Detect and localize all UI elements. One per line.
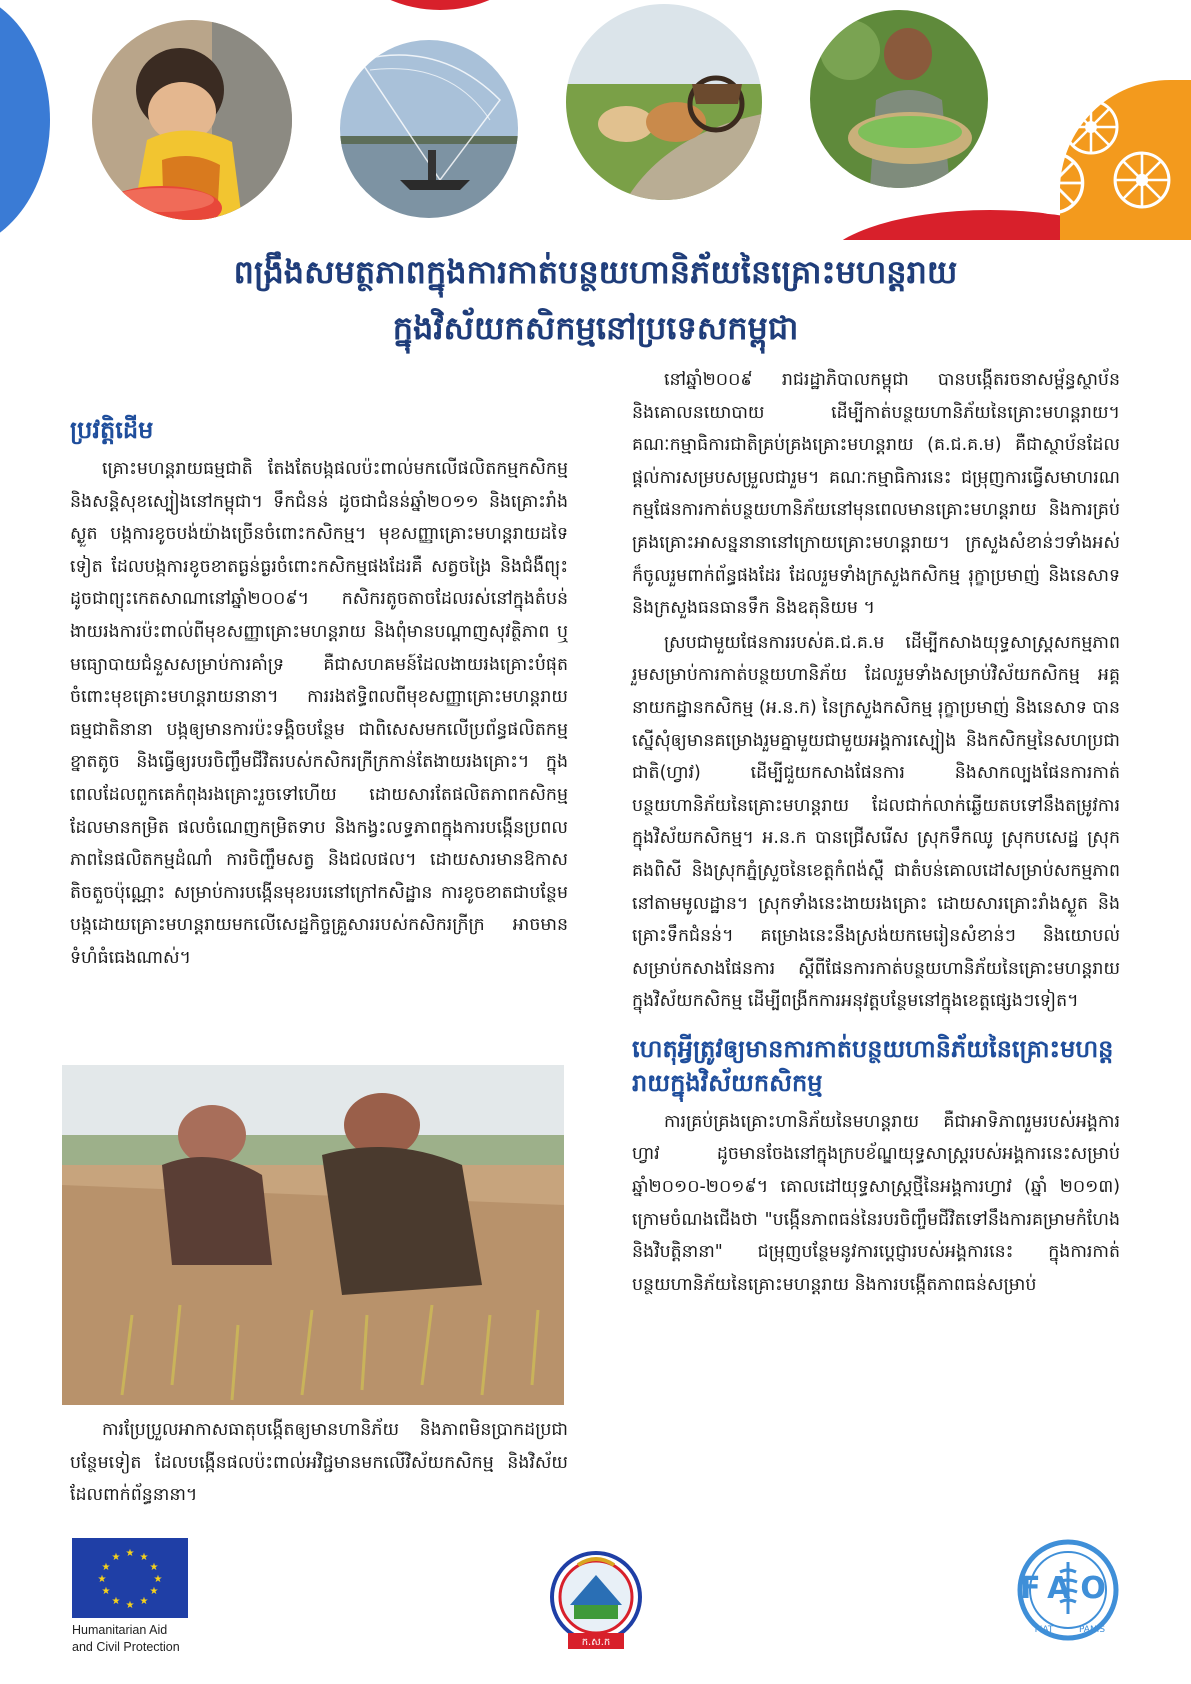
project-paragraph: ស្របជាមួយផែនការរបស់គ.ជ.គ.ម ដើម្បីកសាងយុទ្ធសាស្ត្រសកម្មភាពរួមសម្រាប់ការកាត់បន្ថយហានិភ័យ ដែលរួមទាំងសម្រាប់វិស័យកសិកម្ម អគ្គនាយកដ្ឋានកសិកម្ម (អ.ន.ក) នៃក្រសួងកសិកម្ម រុក្ខាប្រមាញ់ និងនេសាទ បានស្នើសុំឲ្យមានគម្រោងរួមគ្នាមួយជាមួយអង្គការស្បៀង និងកសិកម្មនៃសហប្រជាជាតិ(ហ្វាវ) ដើម្បីជួយកសាងផែនការ និងសាកល្បងផែនការកាត់បន្ថយហានិភ័យនៃគ្រោះមហន្តរាយ ដែលជាក់លាក់ឆ្លើយតបទៅនឹងតម្រូវការក្នុងវិស័យកសិកម្ម។ អ.ន.ក បានជ្រើសរើស ស្រុកទឹកឈូ ស្រុកបសេដ្ឋ ស្រុកគងពិសី និងស្រុកភ្នំស្រួចនៃខេត្តកំពង់ស្ពឺ ជាតំបន់គោលដៅសម្រាប់សកម្មភាពនៅតាមមូលដ្ឋាន។ ស្រុកទាំងនេះងាយរងគ្រោះ ដោយសារគ្រោះរាំងស្ងួត និងគ្រោះទឹកជំនន់។ គម្រោងនេះនឹងស្រង់យកមេរៀនសំខាន់ៗ និងយោបល់សម្រាប់កសាងផែនការ ស្ដីពីផែនការកាត់បន្ថយហានិភ័យនៃគ្រោះមហន្តរាយក្នុងវិស័យកសិកម្ម ដើម្បីពង្រីកការអនុវត្តបន្ថែមនៅក្នុងខេត្តផ្សេងៗទៀត។: [632, 632, 1120, 1012]
wheel-icon: [1112, 150, 1172, 210]
left-column: [70, 405, 568, 977]
maff-emblem-text: ក.ស.ក: [581, 1637, 611, 1648]
eu-label-line-2: and Civil Protection: [72, 1640, 180, 1654]
fao-motto-right: PANIS: [1078, 1625, 1106, 1635]
eu-flag-logo: [72, 1538, 188, 1618]
page-title-line-1: ពង្រឹងសមត្ថភាពក្នុងការកាត់បន្ថយហានិភ័យនៃគ្រោះមហន្តរាយ: [233, 253, 958, 291]
woman-with-cucumbers-photo: [810, 10, 988, 188]
why-drr-paragraph: ការគ្រប់គ្រងគ្រោះហានិភ័យនៃមហន្តរាយ គឺជាអាទិភាពរួមរបស់អង្គការហ្វាវ ដូចមានចែងនៅក្នុងក្របខ័ណ្ឌយុទ្ធសាស្ត្ររបស់អង្គការនេះសម្រាប់ឆ្នាំ២០១០-២០១៩។ គោលដៅយុទ្ធសាស្ត្រថ្មីនៃអង្គការហ្វាវ (ឆ្នាំ ២០១៣) ក្រោមចំណងជើងថា "បង្កើនភាពធន់នៃរបរចិញ្ចឹមជីវិតទៅនឹងការគម្រាមកំហែង និងវិបត្តិនានា" ជម្រុញបន្ថែមនូវការប្ដេជ្ញារបស់អង្គការនេះ ក្នុងការកាត់បន្ថយហានិភ័យនៃគ្រោះមហន្តរាយ និងការបង្កើតភាពធន់សម្រាប់: [632, 1111, 1120, 1295]
maff-emblem-logo: [548, 1545, 644, 1653]
women-planting-rice-seedlings-photo: [62, 1065, 564, 1405]
svg-text:★: ★: [111, 1552, 121, 1563]
eu-label-line-1: Humanitarian Aid: [72, 1623, 168, 1637]
fao-letters: FAO: [1020, 1571, 1116, 1606]
page-title-line-2: ក្នុងវិស័យកសិកម្មនៅប្រទេសកម្ពុជា: [392, 309, 799, 347]
institutions-paragraph: នៅឆ្នាំ២០០៩ រាជរដ្ឋាភិបាលកម្ពុជា បានបង្កើតរចនាសម្ព័ន្ធស្ថាប័ន និងគោលនយោបាយ ដើម្បីកាត់បន្ថយហានិភ័យនៃគ្រោះមហន្តរាយ។ គណៈកម្មាធិការជាតិគ្រប់គ្រងគ្រោះមហន្តរាយ (គ.ជ.គ.ម) គឺជាស្ថាប័នដែលផ្ដល់ការសម្របសម្រួលជារួម។ គណៈកម្មាធិការនេះ ជម្រុញការធ្វើសមាហរណកម្មផែនការកាត់បន្ថយហានិភ័យនៅមុនពេលមានគ្រោះមហន្តរាយ និងការគ្រប់គ្រងគ្រោះអាសន្ននានានៅក្រោយគ្រោះមហន្តរាយ។ ក្រសួងសំខាន់ៗទាំងអស់ក៏ចូលរួមពាក់ព័ន្ធផងដែរ ដែលរួមទាំងក្រសួងកសិកម្ម រុក្ខាប្រមាញ់ និងនេសាទ និងក្រសួងធនធានទឹក និងឧតុនិយម ។: [632, 370, 1120, 619]
svg-text:★: ★: [97, 1574, 107, 1585]
svg-text:★: ★: [139, 1596, 149, 1607]
ox-cart-photo: [566, 4, 762, 200]
why-drr-heading: ហេតុអ្វីត្រូវឲ្យមានការកាត់បន្ថយហានិភ័យនៃគ្រោះមហន្តរាយក្នុងវិស័យកសិកម្ម: [632, 1033, 1114, 1097]
background-heading: ប្រវត្តិដើម: [70, 415, 154, 444]
eu-label: [72, 1622, 222, 1656]
fisherman-on-boat-photo: [340, 40, 518, 218]
svg-text:★: ★: [149, 1562, 159, 1573]
photo-caption: ការប្រែប្រួលអាកាសធាតុបង្កើតឲ្យមានហានិភ័យ និងភាពមិនប្រាកដប្រជាបន្ថែមទៀត ដែលបង្កើនផលប៉ះពាល់អវិជ្ជមានមកលើវិស័យកសិកម្ម និងវិស័យដែលពាក់ព័ន្ធនានា។: [70, 1420, 568, 1506]
svg-text:★: ★: [149, 1586, 159, 1597]
child-with-bowl-photo: [92, 20, 292, 220]
header-banner: [0, 0, 1191, 240]
svg-text:★: ★: [111, 1596, 121, 1607]
wheel-icon: [1020, 150, 1086, 216]
wheel-icon: [1062, 98, 1120, 156]
svg-text:★: ★: [139, 1552, 149, 1563]
svg-text:★: ★: [101, 1586, 111, 1597]
svg-text:★: ★: [125, 1600, 135, 1611]
fao-logo: [1016, 1538, 1120, 1642]
svg-text:★: ★: [153, 1574, 163, 1585]
svg-text:★: ★: [101, 1562, 111, 1573]
svg-text:★: ★: [125, 1548, 135, 1559]
red-arc-decoration: [300, 0, 580, 10]
right-column: [632, 364, 1120, 1303]
fao-motto-left: FIAT: [1034, 1625, 1054, 1635]
blue-arc-decoration: [0, 0, 50, 240]
background-paragraph: គ្រោះមហន្តរាយធម្មជាតិ តែងតែបង្កផលប៉ះពាល់មកលើផលិតកម្មកសិកម្ម និងសន្តិសុខស្បៀងនៅកម្ពុជា។ ទឹកជំនន់ ដូចជាជំនន់ឆ្នាំ២០១១ និងគ្រោះរាំងស្ងួត បង្កការខូចបង់យ៉ាងច្រើនចំពោះកសិកម្ម។ មុខសញ្ញាគ្រោះមហន្តរាយដទៃទៀត ដែលបង្កការខូចខាតធ្ងន់ធ្ងរចំពោះកសិកម្មផងដែរគឺ សត្វចង្រៃ និងជំងឺព្យុះ ដូចជាព្យុះកេតសាណានៅឆ្នាំ២០០៩។ កសិករតូចតាចដែលរស់នៅក្នុងតំបន់ងាយរងការប៉ះពាល់ពីមុខសញ្ញាគ្រោះមហន្តរាយ និងពុំមានបណ្ដាញសុវត្ថិភាព ឬមធ្យោបាយជំនួសសម្រាប់ការគាំទ្រ គឺជាសហគមន៍ដែលងាយរងគ្រោះបំផុតចំពោះមុខគ្រោះមហន្តរាយនានា។ ការរងឥទ្ធិពលពីមុខសញ្ញាគ្រោះមហន្តរាយធម្មជាតិនានា បង្កឲ្យមានការប៉ះទង្គិចបន្ថែម ជាពិសេសមកលើប្រព័ន្ធផលិតកម្មខ្នាតតូច និងធ្វើឲ្យរបរចិញ្ចឹមជីវិតរបស់កសិករក្រីក្រកាន់តែងាយរងគ្រោះ។ ក្នុងពេលដែលពួកគេកំពុងរងគ្រោះរួចទៅហើយ ដោយសារតែផលិតភាពកសិកម្មដែលមានកម្រិត ផលចំណេញកម្រិតទាប និងកង្វះលទ្ធភាពក្នុងការបង្កើនប្រពលភាពនៃផលិតកម្មដំណាំ ការចិញ្ចឹមសត្វ និងជលផល។ ដោយសារមានឱកាសតិចតួចប៉ុណ្ណោះ សម្រាប់ការបង្កើនមុខរបរនៅក្រៅកសិដ្ឋាន ការខូចខាតជាបន្ថែម បង្កដោយគ្រោះមហន្តរាយមកលើសេដ្ឋកិច្ចគ្រួសាររបស់កសិករក្រីក្រ អាចមានទំហំធំធេងណាស់។: [70, 459, 568, 968]
